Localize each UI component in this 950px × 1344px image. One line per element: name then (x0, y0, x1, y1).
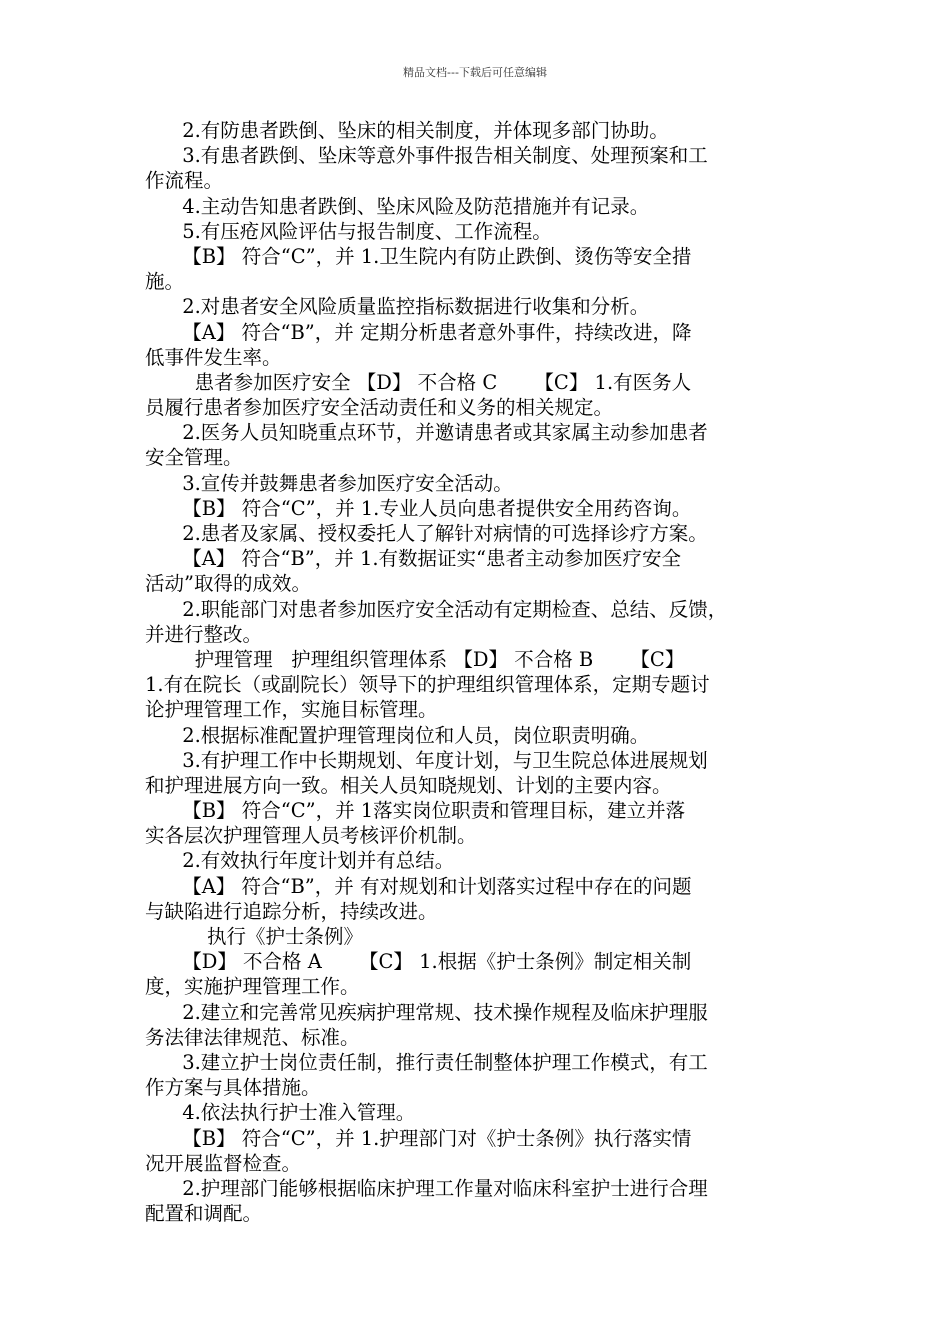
text-line: 2.对患者安全风险质量监控指标数据进行收集和分析。 (145, 295, 650, 319)
text-line: 【A】 符合“B”，并 定期分析患者意外事件，持续改进，降 (145, 320, 692, 344)
text-line: 与缺陷进行追踪分析，持续改进。 (145, 899, 438, 923)
text-line: 况开展监督检查。 (145, 1151, 302, 1175)
text-line: 低事件发生率。 (145, 345, 282, 369)
text-line: 2.根据标准配置护理管理岗位和人员，岗位职责明确。 (145, 723, 650, 747)
text-line: 【B】 符合“C”，并 1.专业人员向患者提供安全用药咨询。 (145, 496, 692, 520)
text-line: 患者参加医疗安全 【D】 不合格 C 【C】 1.有医务人 (145, 370, 692, 394)
text-line: 施。 (145, 270, 185, 294)
text-line: 实各层次护理管理人员考核评价机制。 (145, 824, 477, 848)
text-line: 2.患者及家属、授权委托人了解针对病情的可选择诊疗方案。 (145, 522, 708, 545)
text-line: 2.医务人员知晓重点环节，并邀请患者或其家属主动参加患者 (145, 421, 708, 445)
text-line: 2.有效执行年度计划并有总结。 (145, 849, 455, 873)
text-line: 【A】 符合“B”，并 1.有数据证实“患者主动参加医疗安全 (145, 547, 682, 571)
text-line: 3.有患者跌倒、坠床等意外事件报告相关制度、处理预案和工 (145, 144, 708, 168)
text-line: 【B】 符合“C”，并 1落实岗位职责和管理目标，建立并落 (145, 799, 686, 823)
text-line: 2.护理部门能够根据临床护理工作量对临床科室护士进行合理 (145, 1176, 708, 1200)
text-line: 2.有防患者跌倒、坠床的相关制度，并体现多部门协助。 (145, 119, 669, 142)
text-line: 员履行患者参加医疗安全活动责任和义务的相关规定。 (145, 396, 614, 420)
text-line: 安全管理。 (145, 446, 243, 470)
page-header: 精品文档---下载后可任意编辑 (403, 66, 547, 79)
text-line: 作流程。 (145, 169, 224, 193)
text-line: 【B】 符合“C”，并 1.护理部门对《护士条例》执行落实情 (145, 1126, 692, 1150)
document-body (145, 118, 810, 1226)
text-line: 3.有护理工作中长期规划、年度计划，与卫生院总体进展规划 (145, 748, 708, 772)
text-line: 和护理进展方向一致。相关人员知晓规划、计划的主要内容。 (145, 773, 672, 797)
text-line: 【B】 符合“C”，并 1.卫生院内有防止跌倒、烫伤等安全措 (145, 244, 692, 268)
text-line: 【D】 不合格 A 【C】 1.根据《护士条例》制定相关制 (145, 950, 692, 974)
text-line: 2.职能部门对患者参加医疗安全活动有定期检查、总结、反馈， (145, 597, 728, 621)
text-line: 4.依法执行护士准入管理。 (145, 1101, 416, 1125)
text-line: 作方案与具体措施。 (145, 1076, 321, 1100)
text-line: 活动”取得的成效。 (145, 572, 311, 596)
text-line: 度，实施护理管理工作。 (145, 975, 360, 999)
text-line: 2.建立和完善常见疾病护理常规、技术操作规程及临床护理服 (145, 1000, 708, 1024)
text-line: 【A】 符合“B”，并 有对规划和计划落实过程中存在的问题 (145, 874, 692, 898)
text-line: 3.宣传并鼓舞患者参加医疗安全活动。 (145, 471, 513, 495)
text-line: 并进行整改。 (145, 622, 263, 646)
text-line: 护理管理 护理组织管理体系 【D】 不合格 B 【C】 (145, 647, 685, 671)
text-line: 4.主动告知患者跌倒、坠床风险及防范措施并有记录。 (145, 194, 650, 218)
text-line: 执行《护士条例》 (145, 925, 363, 948)
text-line: 论护理管理工作，实施目标管理。 (145, 698, 438, 722)
text-line: 务法律法律规范、标准。 (145, 1025, 360, 1049)
text-line: 配置和调配。 (145, 1202, 263, 1226)
text-line: 3.建立护士岗位责任制，推行责任制整体护理工作模式，有工 (145, 1050, 708, 1074)
text-line: 5.有压疮风险评估与报告制度、工作流程。 (145, 219, 552, 243)
text-line: 1.有在院长（或副院长）领导下的护理组织管理体系，定期专题讨 (145, 673, 710, 697)
